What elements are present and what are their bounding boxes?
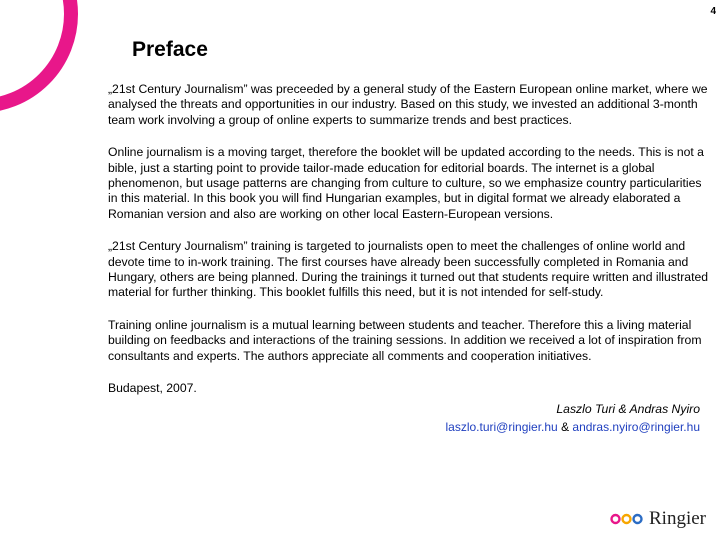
preface-body	[108, 82, 713, 414]
logo-wordmark: Ringier	[649, 508, 706, 529]
place-date: Budapest, 2007.	[108, 381, 197, 396]
decorative-ring	[0, 0, 78, 113]
author-emails	[446, 420, 701, 434]
paragraph-4: Training online journalism is a mutual learning between students and teacher. Therefore this a living material building on feedbacks and interactions of the training sessions. In addition we received a lot of inspiration from consultants and experts. The authors appreciate all comments and cooperation initiatives.	[108, 317, 702, 363]
paragraph-2: Online journalism is a moving target, therefore the booklet will be updated according to the needs. This is not a bible, just a starting point to provide tailor-made education for editorial boards. The internet is a global phenomenon, but usage patterns are changing from culture to culture, so we emphasize country particularities in this material. In this book you will find Hungarian examples, but in digital format we already elaborated a Romanian version and also are working on other local Eastern-European versions.	[108, 145, 704, 221]
paragraph-1: „21st Century Journalism” was preceeded by a general study of the Eastern European online market, where we analysed the threats and opportunities in our industry. Based on this study, we invested an additional 3-month team work involving a group of online experts to summarize trends and best practices.	[108, 82, 708, 127]
logo-rings-icon	[610, 513, 644, 525]
page-title: Preface	[132, 38, 208, 61]
author-signature: Laszlo Turi & Andras Nyiro	[556, 402, 700, 416]
email-link-nyiro[interactable]: andras.nyiro@ringier.hu	[572, 420, 700, 434]
ringier-logo	[610, 508, 706, 530]
email-separator: &	[557, 420, 573, 434]
page-number: 4	[710, 6, 716, 17]
email-link-turi[interactable]: laszlo.turi@ringier.hu	[445, 420, 558, 434]
paragraph-3: „21st Century Journalism” training is targeted to journalists open to meet the challenges of online world and devote time to in-work training. The first courses have already been successfully completed in Romania and Hungary, others are being planned. During the trainings it turned out that students require written and illustrated material for further thinking. This booklet fulfills this need, but it is not intended for self-study.	[108, 239, 709, 300]
